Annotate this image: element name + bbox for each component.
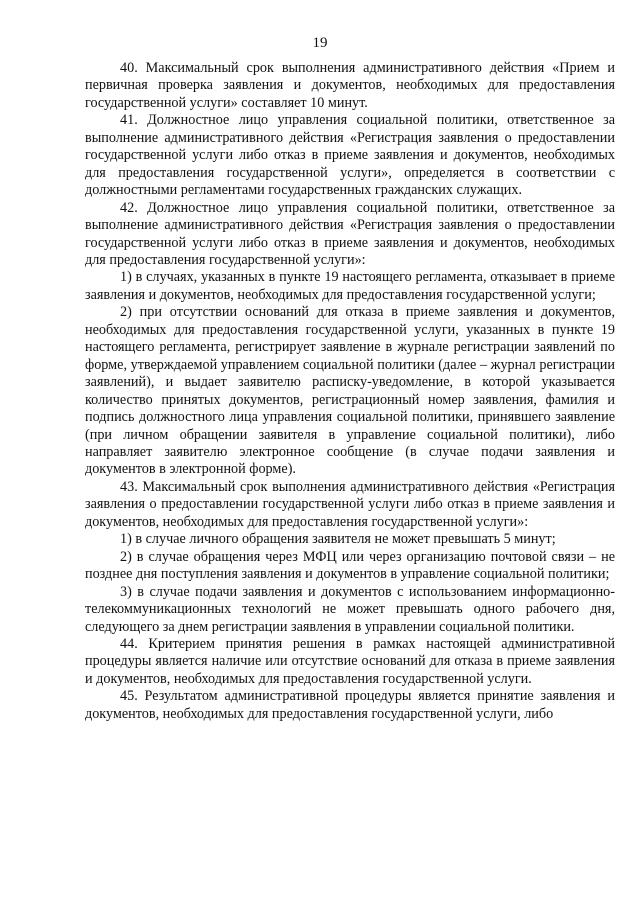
- paragraph-41: 41. Должностное лицо управления социальной политики, ответственное за выполнение административного действия «Регистрация заявления о предоставлении государственной услуги либо отказ в приеме заявления и документов, необходимых для предоставления государственной услуги», определяется в соответствии с должностными регламентами государственных гражданских служащих.: [85, 112, 615, 199]
- paragraph-40: 40. Максимальный срок выполнения административного действия «Прием и первичная проверка заявления и документов, необходимых для предоставления государственной услуги» составляет 10 минут.: [85, 60, 615, 111]
- paragraph-42: 42. Должностное лицо управления социальной политики, ответственное за выполнение административного действия «Регистрация заявления о предоставлении государственной услуги либо отказ в приеме заявления и документов, необходимых для предоставления государственной услуги»:: [85, 199, 615, 268]
- paragraph-43-item-2: 2) в случае обращения через МФЦ или через организацию почтовой связи – не позднее дня поступления заявления и документов в управление социальной политики;: [85, 548, 615, 583]
- paragraph-43: 43. Максимальный срок выполнения административного действия «Регистрация заявления о предоставлении государственной услуги либо отказ в приеме заявления и документов, необходимых для предоставления государственной услуги»:: [85, 478, 615, 530]
- paragraph-42-item-2: 2) при отсутствии оснований для отказа в приеме заявления и документов, необходимых для предоставления государственной услуги, указанных в пункте 19 настоящего регламента, регистрирует заявление в журнале регистрации заявлений по форме, утверждаемой управлением социальной политики (далее – журнал регистрации заявлений), и выдает заявителю расписку-уведомление, в которой указывается количество принятых документов, регистрационный номер заявления, фамилия и подпись должностного лица управления социальной политики, принявшего заявление (при личном обращении заявителя в управление социальной политики), либо направляет заявителю электронное сообщение (в случае подачи заявления и документов в электронной форме).: [85, 304, 615, 478]
- body-text: [85, 60, 615, 723]
- paragraph-43-item-1: 1) в случае личного обращения заявителя не может превышать 5 минут;: [120, 531, 556, 548]
- paragraph-44: 44. Критерием принятия решения в рамках настоящей административной процедуры является наличие или отсутствие оснований для отказа в приеме заявления и документов, необходимых для предоставления государственной услуги.: [85, 635, 615, 687]
- paragraph-43-item-3: 3) в случае подачи заявления и документов с использованием информационно-телекоммуникационных технологий не может превышать одного рабочего дня, следующего за днем регистрации заявления в управлении социальной политики.: [85, 583, 615, 635]
- paragraph-45: 45. Результатом административной процедуры является принятие заявления и документов, необходимых для предоставления государственной услуги, либо: [85, 688, 615, 722]
- page-number: 19: [312, 35, 328, 51]
- paragraph-42-item-1: 1) в случаях, указанных в пункте 19 настоящего регламента, отказывает в приеме заявления и документов, необходимых для предоставления государственной услуги;: [85, 269, 615, 303]
